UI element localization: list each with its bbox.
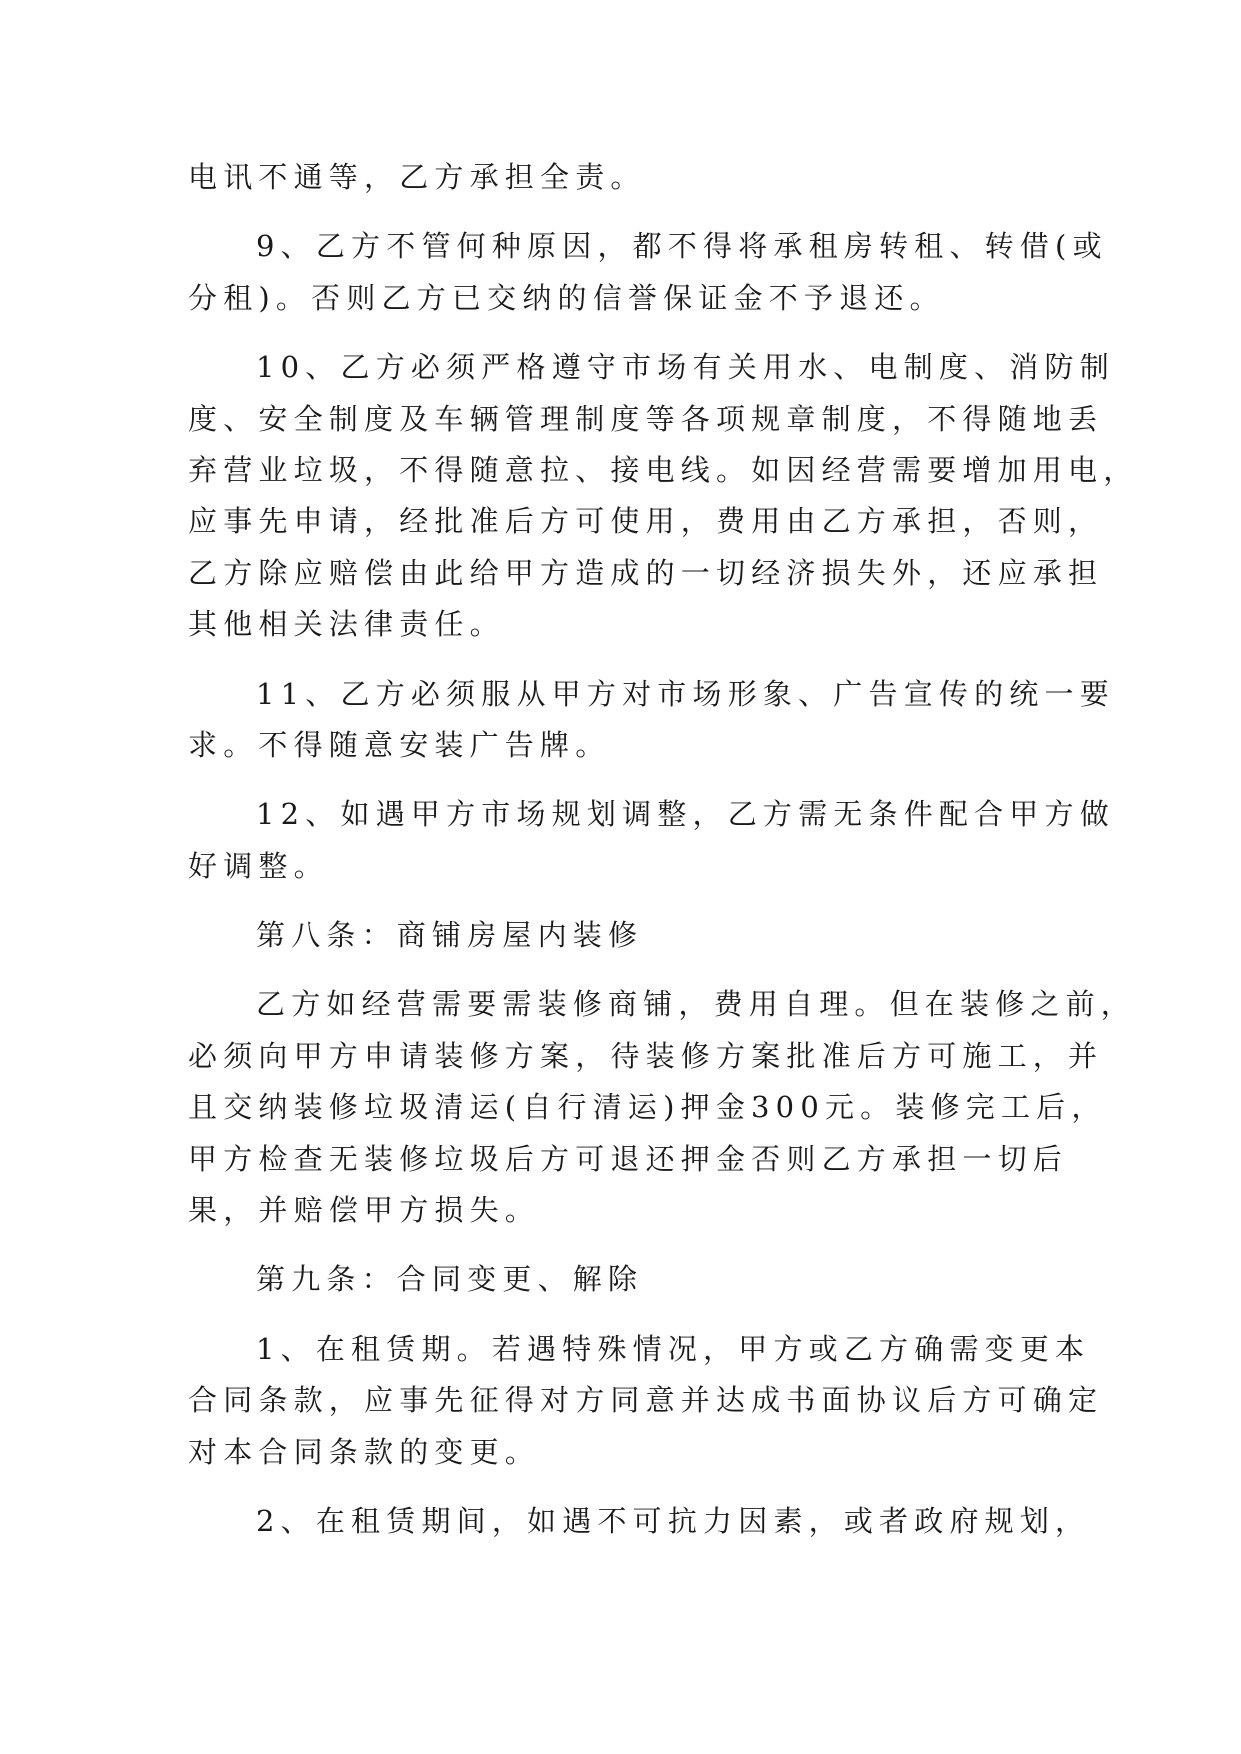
text-line: 乙方如经营需要需装修商铺，费用自理。但在装修之前， (256, 987, 1137, 1022)
text-line: 9、乙方不管何种原因，都不得将承租房转租、转借(或 (256, 229, 1108, 264)
text-line: 12、如遇甲方市场规划调整，乙方需无条件配合甲方做 (256, 797, 1115, 832)
document-body (188, 152, 1139, 1547)
text-line: 果，并赔偿甲方损失。 (188, 1193, 541, 1228)
text-line: 合同条款，应事先征得对方同意并达成书面协议后方可确定 (188, 1383, 1104, 1418)
text-line: 度、安全制度及车辆管理制度等各项规章制度，不得随地丢 (188, 401, 1104, 436)
text-line: 分租)。否则乙方已交纳的信誉保证金不予退还。 (188, 280, 945, 315)
text-line: 应事先申请，经批准后方可使用，费用由乙方承担，否则， (188, 504, 1104, 539)
text-line: 11、乙方必须服从甲方对市场形象、广告宣传的统一要 (256, 676, 1115, 711)
text-line: 好调整。 (188, 848, 329, 883)
text-line: 10、乙方必须严格遵守市场有关用水、电制度、消防制 (256, 350, 1115, 385)
text-line: 弃营业垃圾，不得随意拉、接电线。如因经营需要增加用电， (188, 452, 1139, 487)
text-line: 1、在租赁期。若遇特殊情况，甲方或乙方确需变更本 (256, 1331, 1091, 1366)
text-line: 电讯不通等，乙方承担全责。 (188, 160, 646, 194)
text-line: 乙方除应赔偿由此给甲方造成的一切经济损失外，还应承担 (188, 555, 1104, 590)
text-line: 求。不得随意安装广告牌。 (188, 727, 611, 762)
text-line: 且交纳装修垃圾清运(自行清运)押金300元。装修完工后， (188, 1090, 1107, 1125)
text-line: 2、在租赁期间，如遇不可抗力因素，或者政府规划， (256, 1503, 1091, 1538)
section-heading: 第八条：商铺房屋内装修 (256, 918, 644, 953)
text-line: 其他相关法律责任。 (188, 607, 505, 642)
section-heading: 第九条：合同变更、解除 (256, 1262, 644, 1297)
text-line: 必须向甲方申请装修方案，待装修方案批准后方可施工，并 (188, 1038, 1104, 1073)
text-line: 对本合同条款的变更。 (188, 1434, 541, 1469)
text-line: 甲方检查无装修垃圾后方可退还押金否则乙方承担一切后 (188, 1141, 1069, 1176)
